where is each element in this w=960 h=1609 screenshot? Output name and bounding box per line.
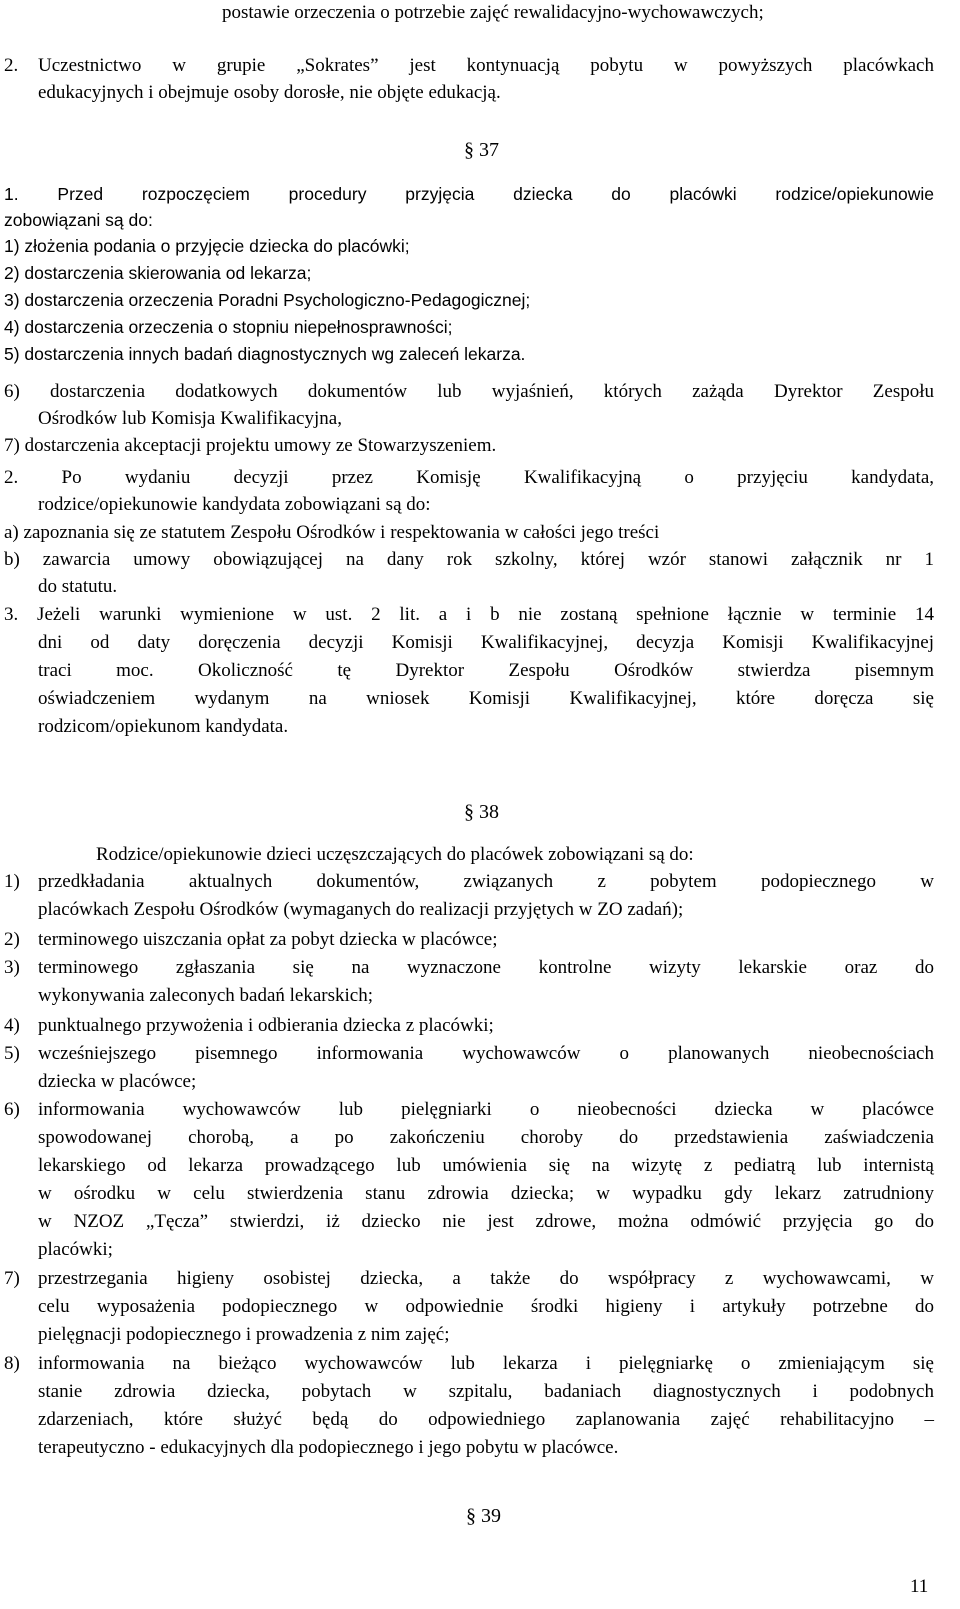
list-item-line: celu wyposażenia podopiecznego w odpowiednie środki higieny i artykuły potrzebne do [38,1296,934,1317]
list-item-number: 5) [4,1043,20,1064]
list-item: 7) dostarczenia akceptacji projektu umowy ze Stowarzyszeniem. [4,435,497,456]
section-38-intro: Rodzice/opiekunowie dzieci uczęszczających do placówek zobowiązani są do: [96,844,694,865]
list-item: 6) dostarczenia dodatkowych dokumentów lub wyjaśnień, których zażąda Dyrektor Zespołu [4,381,934,402]
list-item-a: a) zapoznania się ze statutem Zespołu Ośrodków i respektowania w całości jego treści [4,522,660,543]
page-number: 11 [910,1576,929,1597]
list-item-line: placówki; [38,1239,113,1260]
paragraph-2-line: Uczestnictwo w grupie „Sokrates” jest kontynuacją pobytu w powyższych placówkach [38,55,934,76]
list-item-line: stanie zdrowia dziecka, pobytach w szpitalu, badaniach diagnostycznych i podobnych [38,1381,934,1402]
list-item-number: 7) [4,1268,20,1289]
list-item: Ośrodków lub Komisja Kwalifikacyjna, [38,408,342,429]
list-item-line: pielęgnacji podopiecznego i prowadzenia z nim zajęć; [38,1324,450,1345]
list-item-line: spowodowanej chorobą, a po zakończeniu choroby do przedstawienia zaświadczenia [38,1127,934,1148]
paragraph-2-line: edukacyjnych i obejmuje osoby dorosłe, nie objęte edukacją. [38,82,501,103]
list-item-number: 8) [4,1353,20,1374]
list-item-number: 1) [4,871,20,892]
list-item: 2) dostarczenia skierowania od lekarza; [4,263,312,283]
list-item-line: terminowego uiszczania opłat za pobyt dziecka w placówce; [38,929,498,950]
section-heading-39: § 39 [466,1505,501,1527]
list-item-number: 3) [4,957,20,978]
paragraph-1-line: 1. Przed rozpoczęciem procedury przyjęcia dziecka do placówki rodzice/opiekunowie [4,184,934,204]
section-heading-37: § 37 [464,139,499,161]
list-item-line: przestrzegania higieny osobistej dziecka, a także do współpracy z wychowawcami, w [38,1268,934,1289]
list-item-line: terminowego zgłaszania się na wyznaczone kontrolne wizyty lekarskie oraz do [38,957,934,978]
list-item-line: dziecka w placówce; [38,1071,197,1092]
list-item-line: w NZOZ „Tęcza” stwierdzi, iż dziecko nie jest zdrowe, można odmówić przyjęcia go do [38,1211,934,1232]
list-item-line: terapeutyczno - edukacyjnych dla podopiecznego i jego pobytu w placówce. [38,1437,619,1458]
list-item-line: informowania wychowawców lub pielęgniarki o nieobecności dziecka w placówce [38,1099,934,1120]
list-item: 5) dostarczenia innych badań diagnostycznych wg zaleceń lekarza. [4,344,526,364]
list-item-number: 2) [4,929,20,950]
list-item-line: wcześniejszego pisemnego informowania wychowawców o planowanych nieobecnościach [38,1043,934,1064]
paragraph-3-line: oświadczeniem wydanym na wniosek Komisji Kwalifikacyjnej, które doręcza się [38,688,934,709]
paragraph-3-line: 3. Jeżeli warunki wymienione w ust. 2 lit. a i b nie zostaną spełnione łącznie w terminie 14 [4,604,934,625]
list-item-line: placówkach Zespołu Ośrodków (wymaganych do realizacji przyjętych w ZO zadań); [38,899,684,920]
paragraph-2b-line: rodzice/opiekunowie kandydata zobowiązani są do: [38,494,431,515]
list-item-number: 4) [4,1015,20,1036]
paragraph-2b-line: 2. Po wydaniu decyzji przez Komisję Kwalifikacyjną o przyjęciu kandydata, [4,467,934,488]
list-item: 1) złożenia podania o przyjęcie dziecka do placówki; [4,236,410,256]
continued-text: postawie orzeczenia o potrzebie zajęć rewalidacyjno-wychowawczych; [222,2,764,23]
list-item-b: do statutu. [38,576,118,597]
list-item: 3) dostarczenia orzeczenia Poradni Psychologiczno-Pedagogicznej; [4,290,531,310]
section-heading-38: § 38 [464,801,499,823]
paragraph-3-line: dni od daty doręczenia decyzji Komisji Kwalifikacyjnej, decyzja Komisji Kwalifikacyjnej [38,632,934,653]
paragraph-3-line: rodzicom/opiekunom kandydata. [38,716,289,737]
list-item-line: przedkładania aktualnych dokumentów, związanych z pobytem podopiecznego w [38,871,934,892]
paragraph-3-line: traci moc. Okoliczność tę Dyrektor Zespołu Ośrodków stwierdza pisemnym [38,660,934,681]
list-item-line: w ośrodku w celu stwierdzenia stanu zdrowia dziecka; w wypadku gdy lekarz zatrudniony [38,1183,934,1204]
list-item-line: informowania na bieżąco wychowawców lub lekarza i pielęgniarkę o zmieniającym się [38,1353,934,1374]
list-item-number: 6) [4,1099,20,1120]
list-item-b: b) zawarcia umowy obowiązującej na dany rok szkolny, której wzór stanowi załącznik nr 1 [4,549,934,570]
list-item: 4) dostarczenia orzeczenia o stopniu niepełnosprawności; [4,317,453,337]
list-item-line: punktualnego przywożenia i odbierania dziecka z placówki; [38,1015,494,1036]
list-item-line: zdarzeniach, które służyć będą do odpowiedniego zaplanowania zajęć rehabilitacyjno – [38,1409,934,1430]
list-item-line: lekarskiego od lekarza prowadzącego lub umówienia się na wizytę z pediatrą lub internistą [38,1155,934,1176]
paragraph-2-number: 2. [4,55,19,76]
list-item-line: wykonywania zaleconych badań lekarskich; [38,985,374,1006]
paragraph-1-line: zobowiązani są do: [4,210,153,230]
